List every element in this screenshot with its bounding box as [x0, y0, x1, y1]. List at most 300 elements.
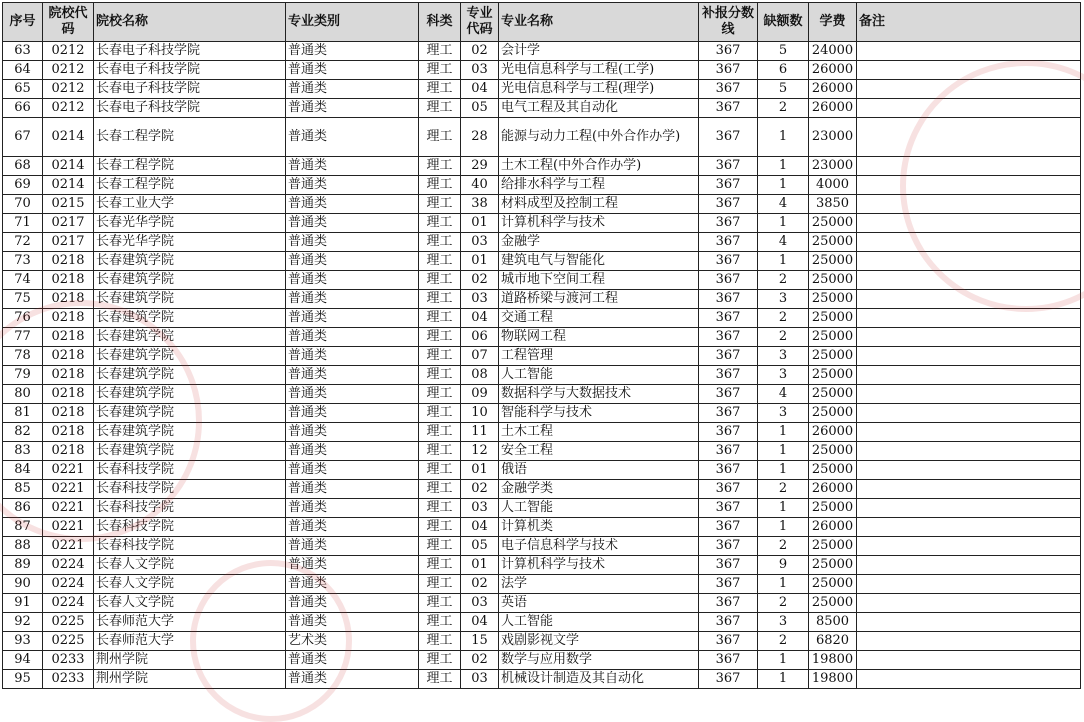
- cell-category: 普通类: [286, 309, 419, 328]
- cell-subject: 理工: [419, 157, 461, 176]
- cell-major-name: 计算机科学与技术: [499, 214, 699, 233]
- cell-major-code: 07: [461, 347, 499, 366]
- cell-seq: 70: [3, 195, 43, 214]
- cell-tuition: 8500: [809, 613, 857, 632]
- table-row: [3, 537, 1081, 556]
- cell-remark: [857, 366, 1081, 385]
- cell-tuition: 19800: [809, 651, 857, 670]
- cell-seq: 94: [3, 651, 43, 670]
- cell-major-code: 38: [461, 195, 499, 214]
- cell-major-name: 土木工程: [499, 423, 699, 442]
- cell-remark: [857, 670, 1081, 689]
- cell-school-code: 0218: [43, 423, 94, 442]
- cell-major-name: 电子信息科学与技术: [499, 537, 699, 556]
- cell-score-line: 367: [699, 118, 758, 157]
- cell-school-name: 长春光华学院: [94, 214, 286, 233]
- cell-tuition: 25000: [809, 499, 857, 518]
- cell-remark: [857, 252, 1081, 271]
- cell-major-code: 12: [461, 442, 499, 461]
- table-row: [3, 157, 1081, 176]
- cell-school-code: 0218: [43, 328, 94, 347]
- cell-major-code: 03: [461, 594, 499, 613]
- cell-major-name: 会计学: [499, 42, 699, 61]
- cell-remark: [857, 214, 1081, 233]
- header-category: 专业类别: [286, 3, 419, 42]
- cell-remark: [857, 594, 1081, 613]
- table-row: [3, 80, 1081, 99]
- cell-subject: 理工: [419, 594, 461, 613]
- cell-tuition: 23000: [809, 118, 857, 157]
- table-row: [3, 480, 1081, 499]
- cell-school-code: 0218: [43, 404, 94, 423]
- cell-score-line: 367: [699, 556, 758, 575]
- header-subject: 科类: [419, 3, 461, 42]
- cell-score-line: 367: [699, 176, 758, 195]
- cell-major-name: 戏剧影视文学: [499, 632, 699, 651]
- cell-subject: 理工: [419, 290, 461, 309]
- cell-vacancy: 1: [758, 651, 809, 670]
- cell-vacancy: 1: [758, 518, 809, 537]
- table-row: [3, 214, 1081, 233]
- cell-category: 普通类: [286, 347, 419, 366]
- cell-school-name: 长春工业大学: [94, 195, 286, 214]
- cell-school-name: 长春建筑学院: [94, 347, 286, 366]
- cell-tuition: 25000: [809, 347, 857, 366]
- cell-tuition: 26000: [809, 480, 857, 499]
- table-row: [3, 61, 1081, 80]
- cell-major-name: 金融学: [499, 233, 699, 252]
- cell-tuition: 25000: [809, 537, 857, 556]
- cell-school-code: 0221: [43, 480, 94, 499]
- cell-major-name: 给排水科学与工程: [499, 176, 699, 195]
- cell-remark: [857, 537, 1081, 556]
- cell-score-line: 367: [699, 499, 758, 518]
- cell-tuition: 25000: [809, 594, 857, 613]
- cell-seq: 93: [3, 632, 43, 651]
- cell-major-name: 城市地下空间工程: [499, 271, 699, 290]
- cell-category: 普通类: [286, 99, 419, 118]
- cell-major-code: 04: [461, 613, 499, 632]
- cell-score-line: 367: [699, 575, 758, 594]
- cell-vacancy: 3: [758, 613, 809, 632]
- cell-vacancy: 2: [758, 594, 809, 613]
- cell-seq: 76: [3, 309, 43, 328]
- cell-vacancy: 1: [758, 423, 809, 442]
- cell-category: 普通类: [286, 442, 419, 461]
- cell-tuition: 25000: [809, 290, 857, 309]
- cell-remark: [857, 347, 1081, 366]
- cell-subject: 理工: [419, 480, 461, 499]
- cell-school-code: 0215: [43, 195, 94, 214]
- cell-tuition: 25000: [809, 442, 857, 461]
- cell-seq: 86: [3, 499, 43, 518]
- cell-major-code: 29: [461, 157, 499, 176]
- cell-remark: [857, 157, 1081, 176]
- table-row: [3, 556, 1081, 575]
- cell-major-code: 05: [461, 537, 499, 556]
- cell-school-code: 0214: [43, 176, 94, 195]
- table-row: [3, 651, 1081, 670]
- cell-vacancy: 2: [758, 309, 809, 328]
- table-row: [3, 118, 1081, 157]
- cell-seq: 80: [3, 385, 43, 404]
- cell-score-line: 367: [699, 271, 758, 290]
- cell-subject: 理工: [419, 461, 461, 480]
- cell-category: 普通类: [286, 252, 419, 271]
- table-row: [3, 195, 1081, 214]
- table-row: [3, 404, 1081, 423]
- header-major-code: 专业代码: [461, 3, 499, 42]
- header-row: [3, 3, 1081, 42]
- cell-seq: 75: [3, 290, 43, 309]
- cell-category: 普通类: [286, 366, 419, 385]
- cell-category: 普通类: [286, 480, 419, 499]
- cell-tuition: 26000: [809, 80, 857, 99]
- cell-tuition: 25000: [809, 214, 857, 233]
- cell-vacancy: 1: [758, 442, 809, 461]
- cell-school-code: 0214: [43, 118, 94, 157]
- cell-score-line: 367: [699, 157, 758, 176]
- table-row: [3, 271, 1081, 290]
- cell-score-line: 367: [699, 404, 758, 423]
- cell-major-name: 数学与应用数学: [499, 651, 699, 670]
- cell-seq: 71: [3, 214, 43, 233]
- cell-seq: 77: [3, 328, 43, 347]
- cell-school-code: 0218: [43, 252, 94, 271]
- cell-major-code: 04: [461, 309, 499, 328]
- cell-category: 普通类: [286, 271, 419, 290]
- table-row: [3, 233, 1081, 252]
- cell-seq: 81: [3, 404, 43, 423]
- cell-category: 普通类: [286, 157, 419, 176]
- cell-remark: [857, 195, 1081, 214]
- cell-vacancy: 1: [758, 176, 809, 195]
- cell-major-name: 人工智能: [499, 366, 699, 385]
- cell-seq: 85: [3, 480, 43, 499]
- cell-vacancy: 1: [758, 670, 809, 689]
- cell-category: 普通类: [286, 404, 419, 423]
- cell-remark: [857, 632, 1081, 651]
- cell-vacancy: 6: [758, 61, 809, 80]
- cell-category: 普通类: [286, 499, 419, 518]
- cell-tuition: 25000: [809, 328, 857, 347]
- cell-score-line: 367: [699, 537, 758, 556]
- table-body: [3, 42, 1081, 689]
- cell-remark: [857, 575, 1081, 594]
- cell-subject: 理工: [419, 385, 461, 404]
- cell-school-name: 长春建筑学院: [94, 290, 286, 309]
- cell-vacancy: 1: [758, 118, 809, 157]
- table-row: [3, 423, 1081, 442]
- cell-school-name: 长春建筑学院: [94, 442, 286, 461]
- cell-tuition: 26000: [809, 518, 857, 537]
- cell-category: 普通类: [286, 233, 419, 252]
- header-seq: 序号: [3, 3, 43, 42]
- cell-school-code: 0233: [43, 651, 94, 670]
- cell-school-code: 0225: [43, 632, 94, 651]
- cell-school-name: 长春人文学院: [94, 575, 286, 594]
- cell-remark: [857, 61, 1081, 80]
- cell-major-code: 02: [461, 651, 499, 670]
- cell-score-line: 367: [699, 195, 758, 214]
- cell-category: 普通类: [286, 575, 419, 594]
- cell-major-code: 01: [461, 252, 499, 271]
- cell-tuition: 6820: [809, 632, 857, 651]
- cell-school-code: 0224: [43, 594, 94, 613]
- cell-vacancy: 4: [758, 233, 809, 252]
- cell-subject: 理工: [419, 404, 461, 423]
- cell-school-name: 长春建筑学院: [94, 309, 286, 328]
- cell-major-code: 28: [461, 118, 499, 157]
- cell-major-code: 10: [461, 404, 499, 423]
- cell-subject: 理工: [419, 366, 461, 385]
- cell-remark: [857, 233, 1081, 252]
- cell-vacancy: 2: [758, 99, 809, 118]
- cell-major-name: 安全工程: [499, 442, 699, 461]
- cell-vacancy: 1: [758, 575, 809, 594]
- cell-remark: [857, 518, 1081, 537]
- table-row: [3, 309, 1081, 328]
- table-row: [3, 461, 1081, 480]
- cell-school-code: 0218: [43, 309, 94, 328]
- cell-remark: [857, 328, 1081, 347]
- cell-school-code: 0214: [43, 157, 94, 176]
- cell-school-code: 0221: [43, 518, 94, 537]
- cell-tuition: 3850: [809, 195, 857, 214]
- cell-subject: 理工: [419, 176, 461, 195]
- cell-school-name: 长春工程学院: [94, 157, 286, 176]
- cell-category: 艺术类: [286, 632, 419, 651]
- cell-vacancy: 9: [758, 556, 809, 575]
- cell-major-code: 03: [461, 290, 499, 309]
- cell-seq: 74: [3, 271, 43, 290]
- cell-category: 普通类: [286, 195, 419, 214]
- cell-major-name: 建筑电气与智能化: [499, 252, 699, 271]
- cell-major-code: 03: [461, 61, 499, 80]
- cell-score-line: 367: [699, 423, 758, 442]
- cell-score-line: 367: [699, 518, 758, 537]
- cell-school-name: 荆州学院: [94, 670, 286, 689]
- cell-remark: [857, 480, 1081, 499]
- cell-vacancy: 2: [758, 632, 809, 651]
- table-row: [3, 518, 1081, 537]
- cell-seq: 73: [3, 252, 43, 271]
- admission-vacancy-table: [2, 2, 1081, 689]
- cell-subject: 理工: [419, 613, 461, 632]
- cell-vacancy: 1: [758, 157, 809, 176]
- cell-major-code: 02: [461, 480, 499, 499]
- table-row: [3, 42, 1081, 61]
- cell-major-code: 15: [461, 632, 499, 651]
- cell-school-code: 0221: [43, 537, 94, 556]
- cell-school-code: 0224: [43, 575, 94, 594]
- cell-vacancy: 2: [758, 271, 809, 290]
- cell-major-name: 光电信息科学与工程(理学): [499, 80, 699, 99]
- cell-seq: 69: [3, 176, 43, 195]
- cell-major-name: 电气工程及其自动化: [499, 99, 699, 118]
- cell-major-name: 交通工程: [499, 309, 699, 328]
- cell-seq: 66: [3, 99, 43, 118]
- table-row: [3, 99, 1081, 118]
- cell-major-code: 03: [461, 670, 499, 689]
- cell-major-name: 俄语: [499, 461, 699, 480]
- cell-category: 普通类: [286, 670, 419, 689]
- cell-subject: 理工: [419, 347, 461, 366]
- cell-major-code: 02: [461, 271, 499, 290]
- cell-remark: [857, 80, 1081, 99]
- cell-tuition: 25000: [809, 252, 857, 271]
- cell-score-line: 367: [699, 594, 758, 613]
- cell-remark: [857, 290, 1081, 309]
- cell-subject: 理工: [419, 670, 461, 689]
- cell-school-name: 长春科技学院: [94, 518, 286, 537]
- cell-school-code: 0225: [43, 613, 94, 632]
- cell-remark: [857, 271, 1081, 290]
- cell-subject: 理工: [419, 99, 461, 118]
- cell-score-line: 367: [699, 632, 758, 651]
- cell-school-name: 长春科技学院: [94, 461, 286, 480]
- header-tuition: 学费: [809, 3, 857, 42]
- table-row: [3, 252, 1081, 271]
- cell-score-line: 367: [699, 461, 758, 480]
- header-major-name: 专业名称: [499, 3, 699, 42]
- cell-seq: 87: [3, 518, 43, 537]
- cell-major-code: 02: [461, 575, 499, 594]
- cell-category: 普通类: [286, 461, 419, 480]
- cell-major-code: 02: [461, 42, 499, 61]
- cell-school-code: 0224: [43, 556, 94, 575]
- cell-school-name: 长春科技学院: [94, 537, 286, 556]
- cell-category: 普通类: [286, 651, 419, 670]
- cell-seq: 72: [3, 233, 43, 252]
- cell-school-name: 荆州学院: [94, 651, 286, 670]
- cell-subject: 理工: [419, 61, 461, 80]
- cell-school-code: 0212: [43, 61, 94, 80]
- cell-school-code: 0218: [43, 290, 94, 309]
- cell-remark: [857, 613, 1081, 632]
- cell-school-name: 长春建筑学院: [94, 404, 286, 423]
- cell-subject: 理工: [419, 632, 461, 651]
- cell-school-name: 长春工程学院: [94, 118, 286, 157]
- cell-subject: 理工: [419, 423, 461, 442]
- cell-seq: 95: [3, 670, 43, 689]
- cell-seq: 63: [3, 42, 43, 61]
- cell-remark: [857, 651, 1081, 670]
- cell-score-line: 367: [699, 61, 758, 80]
- cell-score-line: 367: [699, 670, 758, 689]
- cell-school-code: 0218: [43, 347, 94, 366]
- cell-category: 普通类: [286, 80, 419, 99]
- cell-seq: 92: [3, 613, 43, 632]
- cell-major-code: 01: [461, 556, 499, 575]
- cell-subject: 理工: [419, 442, 461, 461]
- cell-remark: [857, 423, 1081, 442]
- cell-tuition: 19800: [809, 670, 857, 689]
- cell-major-code: 06: [461, 328, 499, 347]
- cell-category: 普通类: [286, 423, 419, 442]
- cell-score-line: 367: [699, 613, 758, 632]
- cell-tuition: 25000: [809, 233, 857, 252]
- table-row: [3, 594, 1081, 613]
- cell-school-code: 0218: [43, 442, 94, 461]
- cell-seq: 89: [3, 556, 43, 575]
- cell-major-name: 金融学类: [499, 480, 699, 499]
- cell-category: 普通类: [286, 42, 419, 61]
- cell-subject: 理工: [419, 42, 461, 61]
- table-row: [3, 613, 1081, 632]
- cell-vacancy: 2: [758, 480, 809, 499]
- cell-major-code: 40: [461, 176, 499, 195]
- cell-seq: 82: [3, 423, 43, 442]
- cell-school-name: 长春建筑学院: [94, 385, 286, 404]
- cell-school-name: 长春电子科技学院: [94, 61, 286, 80]
- cell-major-code: 03: [461, 233, 499, 252]
- cell-score-line: 367: [699, 252, 758, 271]
- cell-school-name: 长春科技学院: [94, 480, 286, 499]
- cell-score-line: 367: [699, 442, 758, 461]
- cell-tuition: 26000: [809, 99, 857, 118]
- header-score-line: 补报分数线: [699, 3, 758, 42]
- cell-score-line: 367: [699, 99, 758, 118]
- cell-vacancy: 1: [758, 499, 809, 518]
- cell-vacancy: 1: [758, 252, 809, 271]
- cell-category: 普通类: [286, 613, 419, 632]
- cell-school-code: 0221: [43, 461, 94, 480]
- cell-remark: [857, 499, 1081, 518]
- cell-score-line: 367: [699, 290, 758, 309]
- cell-seq: 78: [3, 347, 43, 366]
- cell-subject: 理工: [419, 328, 461, 347]
- cell-category: 普通类: [286, 118, 419, 157]
- cell-school-name: 长春建筑学院: [94, 328, 286, 347]
- header-school-code: 院校代码: [43, 3, 94, 42]
- cell-subject: 理工: [419, 575, 461, 594]
- cell-subject: 理工: [419, 499, 461, 518]
- cell-vacancy: 5: [758, 42, 809, 61]
- cell-major-name: 材料成型及控制工程: [499, 195, 699, 214]
- cell-school-name: 长春建筑学院: [94, 271, 286, 290]
- cell-major-name: 数据科学与大数据技术: [499, 385, 699, 404]
- cell-school-code: 0221: [43, 499, 94, 518]
- table-row: [3, 499, 1081, 518]
- cell-school-name: 长春电子科技学院: [94, 99, 286, 118]
- cell-subject: 理工: [419, 233, 461, 252]
- cell-tuition: 24000: [809, 42, 857, 61]
- cell-tuition: 25000: [809, 271, 857, 290]
- cell-school-code: 0217: [43, 214, 94, 233]
- cell-major-name: 计算机科学与技术: [499, 556, 699, 575]
- cell-school-name: 长春电子科技学院: [94, 80, 286, 99]
- table-row: [3, 176, 1081, 195]
- cell-category: 普通类: [286, 594, 419, 613]
- cell-subject: 理工: [419, 537, 461, 556]
- cell-tuition: 25000: [809, 309, 857, 328]
- cell-remark: [857, 309, 1081, 328]
- cell-school-name: 长春电子科技学院: [94, 42, 286, 61]
- cell-subject: 理工: [419, 252, 461, 271]
- cell-school-name: 长春光华学院: [94, 233, 286, 252]
- cell-subject: 理工: [419, 214, 461, 233]
- cell-school-code: 0233: [43, 670, 94, 689]
- table-row: [3, 670, 1081, 689]
- cell-major-code: 08: [461, 366, 499, 385]
- cell-school-code: 0212: [43, 99, 94, 118]
- table-row: [3, 366, 1081, 385]
- cell-category: 普通类: [286, 214, 419, 233]
- cell-major-code: 03: [461, 499, 499, 518]
- cell-vacancy: 3: [758, 347, 809, 366]
- cell-major-name: 计算机类: [499, 518, 699, 537]
